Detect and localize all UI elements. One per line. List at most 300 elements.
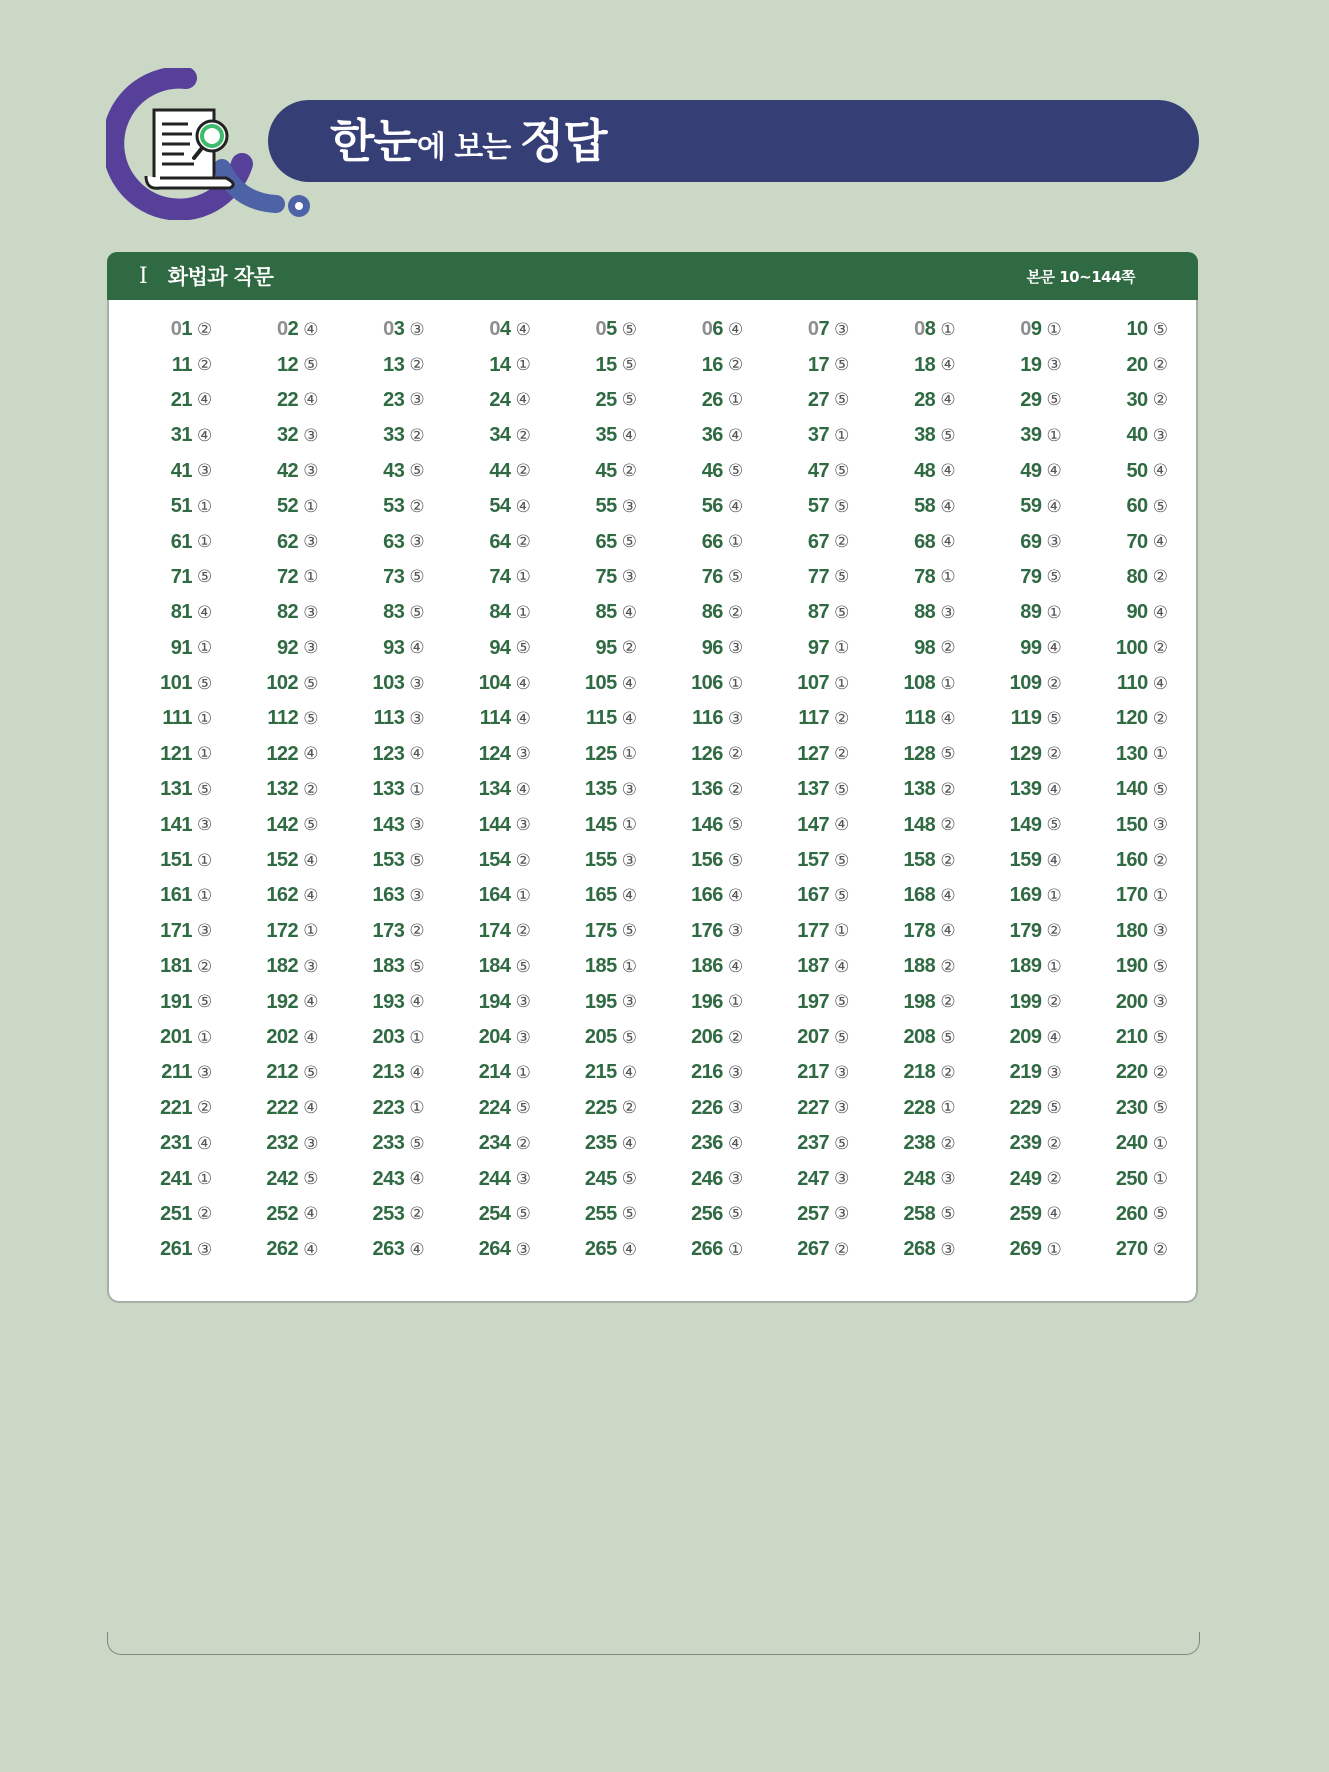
question-number: 189 — [1009, 955, 1042, 978]
question-number: 154 — [478, 849, 511, 872]
answer-choice: ③ — [940, 602, 956, 623]
answer-cell — [768, 1132, 874, 1155]
question-number: 264 — [478, 1238, 511, 1261]
answer-choice: ④ — [940, 390, 956, 411]
answer-cell — [556, 955, 662, 978]
answer-cell — [768, 637, 874, 660]
question-number: 187 — [797, 955, 830, 978]
answer-choice: ⑤ — [303, 1169, 319, 1190]
question-number: 50 — [1126, 459, 1148, 482]
question-number: 253 — [372, 1202, 405, 1225]
answer-cell — [343, 424, 449, 447]
answer-cell — [874, 1238, 980, 1261]
answer-cell — [768, 814, 874, 837]
answer-choice: ② — [515, 1133, 531, 1154]
answer-cell — [874, 991, 980, 1014]
answer-choice: ④ — [409, 744, 425, 765]
answer-choice: ④ — [834, 956, 850, 977]
answer-cell — [343, 1238, 449, 1261]
answer-choice: ② — [940, 815, 956, 836]
question-number: 183 — [372, 955, 405, 978]
answer-cell — [768, 1026, 874, 1049]
answer-choice: ③ — [1046, 1062, 1062, 1083]
question-number: 241 — [160, 1167, 192, 1190]
answer-cell — [662, 778, 768, 801]
question-number: 238 — [903, 1132, 936, 1155]
question-number: 107 — [797, 672, 830, 695]
question-number: 92 — [276, 636, 299, 659]
question-number: 57 — [807, 495, 830, 518]
answer-cell — [874, 354, 980, 377]
answer-choice: ④ — [621, 885, 637, 906]
question-number: 185 — [584, 955, 617, 978]
question-number: 09 — [1020, 318, 1042, 341]
answer-cell — [1087, 920, 1193, 943]
question-number: 13 — [383, 353, 405, 376]
answer-cell — [662, 1203, 768, 1226]
answer-cell — [343, 743, 449, 766]
answer-choice: ④ — [197, 390, 213, 411]
answer-choice: ② — [834, 532, 850, 553]
answer-cell — [450, 1203, 556, 1226]
answer-cell — [450, 1061, 556, 1084]
question-number: 222 — [266, 1096, 299, 1119]
question-number: 228 — [903, 1096, 936, 1119]
answer-choice: ② — [515, 921, 531, 942]
question-number: 268 — [903, 1238, 936, 1261]
answer-cell — [556, 920, 662, 943]
answer-choice: ⑤ — [727, 815, 744, 836]
answer-cell — [874, 743, 980, 766]
question-number: 194 — [478, 990, 511, 1013]
question-number: 198 — [903, 990, 936, 1013]
answer-choice: ① — [1046, 885, 1062, 906]
answer-choice: ③ — [621, 567, 637, 588]
question-number: 74 — [489, 565, 511, 588]
question-number: 07 — [807, 318, 830, 341]
answer-row — [109, 1232, 1196, 1267]
question-number: 39 — [1020, 424, 1042, 447]
answer-cell — [131, 1132, 237, 1155]
question-number: 17 — [807, 353, 830, 376]
answer-cell — [768, 601, 874, 624]
question-number: 192 — [266, 990, 299, 1013]
answer-cell — [981, 531, 1087, 554]
answer-choice: ② — [1152, 1062, 1168, 1083]
answer-cell — [131, 707, 237, 730]
answer-choice: ① — [409, 1027, 425, 1048]
question-number: 46 — [701, 459, 723, 482]
answer-cell — [237, 920, 343, 943]
question-number: 193 — [372, 990, 405, 1013]
answer-cell — [237, 884, 343, 907]
answer-cell — [450, 1132, 556, 1155]
answer-cell — [556, 531, 662, 554]
answer-row — [109, 949, 1196, 984]
answer-choice: ② — [197, 1098, 213, 1119]
answer-choice: ③ — [727, 921, 744, 942]
question-number: 73 — [383, 565, 405, 588]
question-number: 270 — [1115, 1238, 1148, 1261]
answer-cell — [237, 637, 343, 660]
answer-cell — [768, 743, 874, 766]
answer-choice: ② — [1152, 567, 1168, 588]
answer-cell — [237, 955, 343, 978]
question-number: 147 — [797, 813, 830, 836]
answer-choice: ⑤ — [197, 673, 213, 694]
answer-choice: ④ — [1046, 638, 1062, 659]
answer-choice: ④ — [515, 390, 531, 411]
answer-cell — [768, 991, 874, 1014]
title-part-1: 한눈 — [330, 114, 417, 168]
question-number: 152 — [266, 849, 299, 872]
question-number: 210 — [1115, 1026, 1148, 1048]
question-number: 112 — [267, 707, 299, 730]
title-part-3: 정답 — [519, 114, 607, 168]
answer-cell — [1087, 672, 1193, 695]
answer-choice: ② — [621, 461, 637, 482]
answer-cell — [981, 1026, 1087, 1049]
answer-cell — [131, 1168, 237, 1191]
answer-choice: ① — [197, 744, 213, 765]
answer-choice: ⑤ — [303, 815, 319, 836]
question-number: 121 — [160, 742, 192, 765]
answer-cell — [874, 424, 980, 447]
answer-choice: ⑤ — [621, 319, 637, 340]
answer-cell — [874, 1026, 980, 1049]
answer-choice: ⑤ — [621, 1169, 637, 1190]
answer-choice: ② — [727, 355, 744, 376]
question-number: 22 — [276, 388, 299, 411]
answer-cell — [556, 1168, 662, 1191]
answer-cell — [874, 318, 980, 341]
question-number: 257 — [797, 1202, 830, 1225]
answer-choice: ⑤ — [727, 850, 744, 871]
question-number: 203 — [372, 1026, 405, 1048]
question-number: 160 — [1115, 849, 1148, 872]
question-number: 239 — [1009, 1132, 1042, 1155]
question-number: 211 — [161, 1061, 192, 1084]
answer-cell — [768, 566, 874, 589]
question-number: 28 — [914, 388, 936, 411]
question-number: 242 — [266, 1167, 299, 1190]
answer-cell — [1087, 1168, 1193, 1191]
answer-choice: ① — [1046, 956, 1062, 977]
question-number: 230 — [1115, 1096, 1148, 1119]
answer-cell — [768, 1061, 874, 1084]
answer-cell — [1087, 778, 1193, 801]
answer-cell — [131, 955, 237, 978]
question-number: 124 — [478, 742, 511, 765]
answer-row — [109, 1091, 1196, 1126]
answer-cell — [768, 884, 874, 907]
answer-row — [109, 454, 1196, 489]
answer-cell — [237, 849, 343, 872]
question-number: 44 — [489, 459, 511, 482]
answer-choice: ① — [940, 319, 956, 340]
answer-choice: ① — [303, 567, 319, 588]
answer-choice: ③ — [303, 425, 319, 446]
answer-cell — [662, 354, 768, 377]
answer-cell — [556, 1203, 662, 1226]
answer-choice: ⑤ — [515, 956, 531, 977]
answer-cell — [981, 389, 1087, 412]
answer-choice: ② — [1046, 744, 1062, 765]
answer-choice: ④ — [1152, 461, 1168, 482]
answer-cell — [237, 707, 343, 730]
question-number: 161 — [160, 884, 192, 907]
answer-choice: ③ — [303, 602, 319, 623]
question-number: 18 — [914, 353, 936, 376]
answer-choice: ③ — [727, 638, 744, 659]
answer-choice: ① — [515, 567, 531, 588]
answer-choice: ② — [940, 850, 956, 871]
answer-row — [109, 737, 1196, 772]
answer-choice: ① — [727, 532, 744, 553]
answer-choice: ③ — [303, 532, 319, 553]
answer-choice: ② — [834, 744, 850, 765]
question-number: 02 — [276, 318, 299, 341]
answer-cell — [874, 672, 980, 695]
answer-choice: ⑤ — [515, 638, 531, 659]
question-number: 177 — [797, 919, 830, 942]
answer-choice: ③ — [303, 1133, 319, 1154]
answer-cell — [450, 778, 556, 801]
answer-choice: ⑤ — [1152, 496, 1168, 517]
answer-choice: ③ — [197, 815, 213, 836]
question-number: 261 — [160, 1238, 192, 1261]
question-number: 96 — [701, 636, 723, 659]
question-number: 119 — [1010, 707, 1042, 730]
answer-choice: ① — [515, 602, 531, 623]
question-number: 85 — [595, 601, 617, 624]
answer-choice: ① — [1046, 602, 1062, 623]
answer-choice: ④ — [1046, 461, 1062, 482]
answer-cell — [874, 389, 980, 412]
answer-choice: ③ — [197, 461, 213, 482]
question-number: 117 — [798, 707, 830, 730]
answer-cell — [556, 318, 662, 341]
answer-choice: ③ — [409, 885, 425, 906]
answer-choice: ① — [834, 921, 850, 942]
answer-choice: ③ — [621, 850, 637, 871]
question-number: 75 — [595, 565, 617, 588]
answer-cell — [662, 1026, 768, 1049]
question-number: 52 — [276, 495, 299, 518]
question-number: 63 — [383, 530, 405, 553]
answer-cell — [768, 1203, 874, 1226]
answer-cell — [981, 460, 1087, 483]
answer-choice: ⑤ — [303, 1062, 319, 1083]
question-number: 77 — [807, 565, 830, 588]
answer-choice: ② — [409, 496, 425, 517]
answer-cell — [556, 424, 662, 447]
question-number: 186 — [691, 955, 723, 978]
answer-choice: ③ — [1152, 921, 1168, 942]
question-number: 269 — [1009, 1238, 1042, 1261]
answer-cell — [450, 920, 556, 943]
question-number: 21 — [170, 388, 192, 411]
answer-choice: ③ — [621, 992, 637, 1013]
answer-cell — [343, 884, 449, 907]
answer-cell — [556, 637, 662, 660]
question-number: 206 — [691, 1026, 723, 1048]
answer-choice: ④ — [409, 638, 425, 659]
answer-choice: ③ — [409, 708, 425, 729]
answer-choice: ① — [727, 1239, 744, 1260]
answer-cell — [981, 601, 1087, 624]
answer-choice: ④ — [621, 1062, 637, 1083]
question-number: 224 — [478, 1096, 511, 1119]
answer-choice: ③ — [621, 779, 637, 800]
answer-cell — [237, 495, 343, 518]
answer-cell — [662, 531, 768, 554]
question-number: 265 — [584, 1238, 617, 1261]
answer-choice: ④ — [621, 708, 637, 729]
question-number: 174 — [478, 919, 511, 942]
answer-cell — [981, 707, 1087, 730]
answer-cell — [450, 849, 556, 872]
answer-choice: ② — [1046, 1133, 1062, 1154]
question-number: 37 — [807, 424, 830, 447]
answer-choice: ① — [940, 673, 956, 694]
answer-cell — [556, 849, 662, 872]
question-number: 267 — [797, 1238, 830, 1261]
question-number: 105 — [584, 672, 617, 695]
answer-row — [109, 1020, 1196, 1055]
answer-cell — [662, 1238, 768, 1261]
answer-cell — [981, 991, 1087, 1014]
answer-choice: ⑤ — [409, 1133, 425, 1154]
answer-cell — [1087, 743, 1193, 766]
answer-choice: ① — [197, 496, 213, 517]
answer-choice: ③ — [515, 1027, 531, 1048]
question-number: 100 — [1115, 636, 1148, 659]
answer-choice: ④ — [727, 496, 744, 517]
answer-choice: ④ — [303, 744, 319, 765]
answer-choice: ① — [1046, 319, 1062, 340]
answer-cell — [450, 354, 556, 377]
question-number: 136 — [691, 778, 723, 801]
question-number: 237 — [797, 1132, 830, 1155]
question-number: 180 — [1115, 919, 1148, 942]
question-number: 79 — [1020, 565, 1042, 588]
answer-cell — [662, 991, 768, 1014]
answer-cell — [237, 424, 343, 447]
question-number: 244 — [478, 1167, 511, 1190]
answer-cell — [237, 1097, 343, 1120]
answer-row — [109, 843, 1196, 878]
answer-choice: ④ — [621, 673, 637, 694]
section-header — [107, 252, 1198, 300]
question-number: 42 — [276, 459, 299, 482]
answer-choice: ② — [515, 425, 531, 446]
answer-choice: ② — [727, 1027, 744, 1048]
answer-cell — [131, 1097, 237, 1120]
question-number: 76 — [701, 565, 723, 588]
answer-choice: ④ — [515, 319, 531, 340]
answer-cell — [237, 601, 343, 624]
answer-cell — [556, 1238, 662, 1261]
answer-row — [109, 312, 1196, 347]
question-number: 197 — [797, 990, 830, 1013]
answer-cell — [556, 743, 662, 766]
answer-choice: ⑤ — [1152, 779, 1168, 800]
question-number: 172 — [266, 919, 299, 942]
answer-choice: ① — [197, 532, 213, 553]
answer-choice: ⑤ — [409, 602, 425, 623]
question-number: 139 — [1009, 778, 1042, 801]
question-number: 108 — [903, 672, 936, 695]
question-number: 20 — [1126, 353, 1148, 376]
question-number: 33 — [383, 424, 405, 447]
answer-cell — [1087, 707, 1193, 730]
answer-choice: ④ — [197, 602, 213, 623]
answer-choice: ② — [940, 1062, 956, 1083]
question-number: 146 — [691, 813, 723, 836]
question-number: 134 — [478, 778, 511, 801]
question-number: 115 — [585, 707, 617, 730]
question-number: 27 — [807, 388, 830, 411]
question-number: 11 — [171, 353, 192, 376]
answer-cell — [343, 601, 449, 624]
answer-cell — [131, 637, 237, 660]
question-number: 151 — [160, 849, 192, 872]
answer-cell — [343, 531, 449, 554]
question-number: 91 — [170, 636, 192, 659]
answer-cell — [131, 778, 237, 801]
question-number: 209 — [1009, 1026, 1042, 1048]
answer-choice: ⑤ — [834, 602, 850, 623]
answer-choice: ④ — [834, 815, 850, 836]
question-number: 78 — [914, 565, 936, 588]
answer-cell — [662, 1097, 768, 1120]
question-number: 31 — [170, 424, 192, 447]
answer-choice: ④ — [303, 885, 319, 906]
answer-cell — [131, 566, 237, 589]
answer-cell — [1087, 460, 1193, 483]
answer-cell — [556, 460, 662, 483]
question-number: 260 — [1115, 1202, 1148, 1225]
answer-choice: ① — [940, 1098, 956, 1119]
question-number: 234 — [478, 1132, 511, 1155]
answer-choice: ⑤ — [834, 567, 850, 588]
answer-choice: ④ — [940, 355, 956, 376]
answer-choice: ④ — [303, 390, 319, 411]
answer-choice: ③ — [727, 708, 744, 729]
question-number: 218 — [903, 1061, 936, 1084]
answer-choice: ⑤ — [727, 567, 744, 588]
question-number: 15 — [595, 353, 617, 376]
answer-cell — [874, 884, 980, 907]
answer-cell — [343, 849, 449, 872]
question-number: 120 — [1115, 707, 1148, 730]
question-number: 40 — [1126, 424, 1148, 447]
answer-cell — [343, 637, 449, 660]
answer-row — [109, 1055, 1196, 1090]
answer-choice: ④ — [1152, 532, 1168, 553]
answer-choice: ④ — [940, 461, 956, 482]
answer-choice: ⑤ — [409, 850, 425, 871]
answer-cell — [1087, 601, 1193, 624]
answer-choice: ④ — [515, 779, 531, 800]
answer-choice: ④ — [197, 425, 213, 446]
answer-choice: ④ — [621, 1133, 637, 1154]
question-number: 246 — [691, 1167, 723, 1190]
answer-cell — [662, 601, 768, 624]
answer-choice: ② — [940, 638, 956, 659]
answer-cell — [343, 566, 449, 589]
